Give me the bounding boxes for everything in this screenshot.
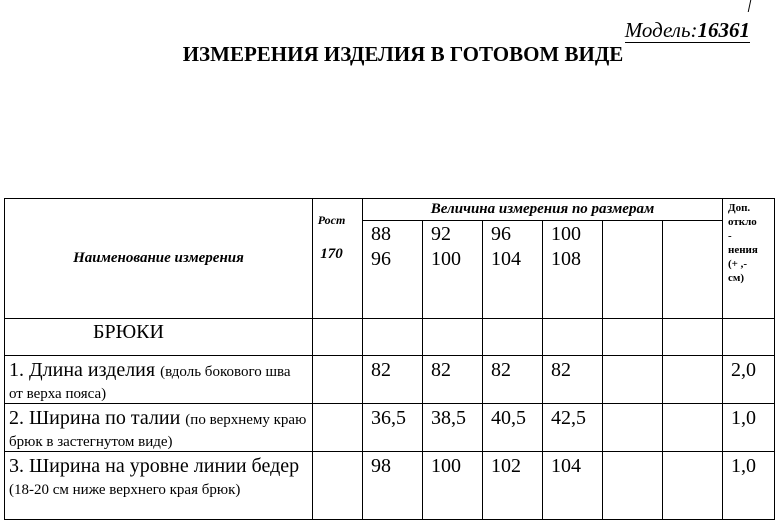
value-cell: 82 [543,356,603,404]
measurement-name: 1. Длина изделия (вдоль бокового шва от верха пояса) [5,356,313,404]
size-cell [423,221,483,319]
value-cell: 82 [423,356,483,404]
measurement-name: 3. Ширина на уровне линии бедер (18-20 см ниже верхнего края брюк) [5,452,313,520]
measurements-table [4,198,775,520]
page-title: ИЗМЕРЕНИЯ ИЗДЕЛИЯ В ГОТОВОМ ВИДЕ [182,42,624,66]
size-bottom: 108 [551,248,581,270]
empty-size-cell [663,221,723,319]
column-header-name: Наименование измерения [5,199,313,319]
table-row [5,356,775,404]
corner-tick-mark [748,0,752,12]
column-header-rost [313,199,363,319]
value-cell: 102 [483,452,543,520]
size-top: 96 [491,223,511,245]
size-bottom: 100 [431,248,461,270]
tolerance-cell: 2,0 [723,356,775,404]
tolerance-cell: 1,0 [723,404,775,452]
size-bottom: 96 [371,248,391,270]
value-cell: 82 [483,356,543,404]
value-cell: 98 [363,452,423,520]
value-cell: 38,5 [423,404,483,452]
value-cell: 36,5 [363,404,423,452]
column-header-tolerance: Доп. отклo - нения (+ ,- см) [723,199,775,319]
rost-value: 170 [320,246,343,262]
tolerance-cell: 1,0 [723,452,775,520]
section-title: БРЮКИ [5,319,313,356]
size-top: 88 [371,223,391,245]
model-number-value: 16361 [697,18,750,42]
section-row [5,319,775,356]
size-bottom: 104 [491,248,521,270]
table-row [5,452,775,520]
size-top: 92 [431,223,451,245]
measurement-name: 2. Ширина по талии (по верхнему краю брюк в застегнутом виде) [5,404,313,452]
value-cell: 104 [543,452,603,520]
table-row [5,404,775,452]
model-number [625,18,750,43]
size-cell [363,221,423,319]
column-header-sizes: Величина измерения по размерам [363,199,723,221]
model-label: Модель: [624,18,698,42]
value-cell: 40,5 [483,404,543,452]
rost-label: Рост [317,213,346,227]
value-cell: 100 [423,452,483,520]
value-cell: 82 [363,356,423,404]
value-cell: 42,5 [543,404,603,452]
size-cell [483,221,543,319]
size-top: 100 [551,223,581,245]
size-cell [543,221,603,319]
empty-size-cell [603,221,663,319]
